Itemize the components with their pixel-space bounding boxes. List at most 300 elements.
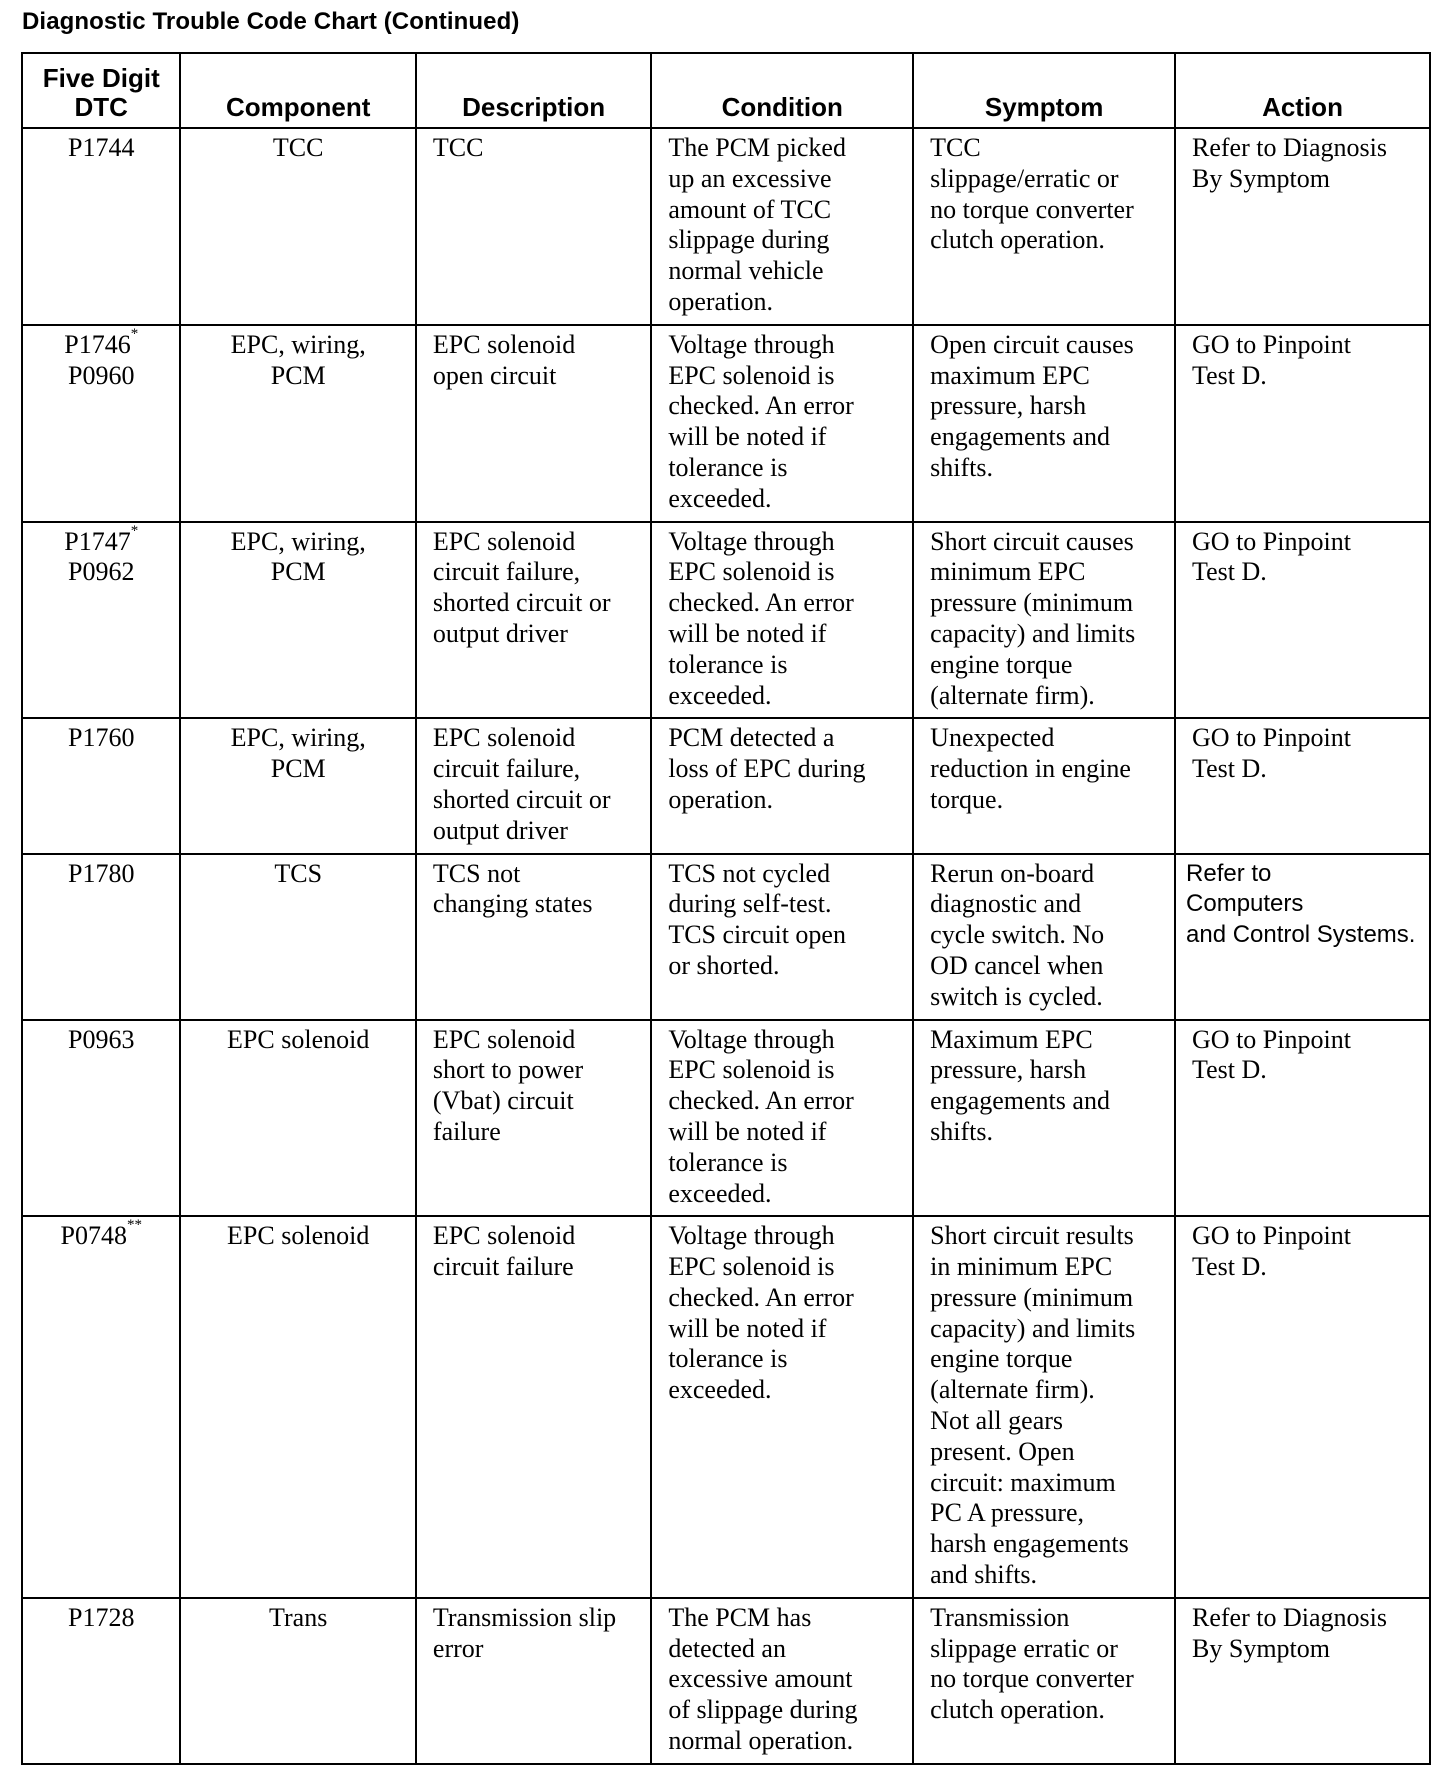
table-row (22, 1598, 1430, 1764)
condition-text-line (668, 1179, 902, 1210)
action-text-line (1192, 133, 1419, 164)
condition-text-line (668, 1695, 902, 1726)
description-text-line (433, 889, 640, 920)
action-text-line (1192, 754, 1419, 785)
condition-text-line (668, 557, 902, 588)
table-row (22, 325, 1430, 522)
cell-dtc (22, 854, 180, 1020)
dtc-text: P1747 (64, 526, 131, 556)
condition-text: or shorted. (668, 950, 780, 980)
symptom-text-line (930, 681, 1164, 712)
table-body (22, 128, 1430, 1764)
cell-description (416, 718, 651, 853)
condition-text: will be noted if (668, 1313, 827, 1343)
symptom-text: shifts. (930, 1116, 994, 1146)
description-text-line (433, 1252, 640, 1283)
cell-component (180, 1216, 415, 1598)
symptom-text-line (930, 225, 1164, 256)
symptom-text-line (930, 1529, 1164, 1560)
symptom-text: reduction in engine (930, 754, 1131, 784)
cell-symptom (913, 854, 1175, 1020)
condition-text-line (668, 422, 902, 453)
dtc-text-line (29, 325, 173, 361)
description-text: circuit failure, (432, 754, 581, 784)
cell-condition (651, 325, 913, 522)
condition-text-line (668, 527, 902, 558)
condition-text-line (668, 484, 902, 515)
description-text: (Vbat) circuit (432, 1086, 574, 1116)
condition-text-line (668, 650, 902, 681)
condition-text: of slippage during (668, 1695, 858, 1725)
condition-text-line (668, 889, 902, 920)
condition-text-line (668, 225, 902, 256)
cell-description (416, 522, 651, 719)
condition-text-line (668, 195, 902, 226)
component-text-line (187, 1603, 408, 1634)
header-condition: Condition (651, 53, 913, 128)
symptom-text: present. Open (930, 1436, 1075, 1466)
dtc-text: P1780 (68, 858, 135, 888)
cell-condition (651, 1020, 913, 1217)
footnote-mark: * (130, 522, 139, 539)
description-text: TCC (432, 133, 484, 162)
table-row (22, 522, 1430, 719)
symptom-text-line (930, 1695, 1164, 1726)
cell-symptom (913, 1598, 1175, 1764)
action-text-line (1186, 859, 1419, 890)
condition-text-line (668, 1252, 902, 1283)
symptom-text-line (930, 723, 1164, 754)
symptom-text: engagements and (930, 422, 1110, 452)
cell-description (416, 854, 651, 1020)
condition-text: EPC solenoid is (668, 1252, 835, 1282)
cell-condition (651, 1598, 913, 1764)
action-text-line (1192, 1634, 1419, 1665)
description-text-line (433, 557, 640, 588)
symptom-text: pressure, harsh (930, 391, 1087, 421)
action-text: Refer to Diagnosis (1192, 133, 1387, 162)
action-text-line (1192, 361, 1419, 392)
action-text-line (1192, 164, 1419, 195)
table-row (22, 1216, 1430, 1598)
dtc-text: P1760 (68, 723, 135, 753)
dtc-text: P0962 (68, 557, 135, 587)
cell-component (180, 1598, 415, 1764)
dtc-text: P0748 (60, 1221, 127, 1251)
symptom-text: maximum EPC (930, 360, 1090, 390)
action-text: and Control Systems. (1186, 921, 1416, 949)
condition-text-line (668, 951, 902, 982)
condition-text: PCM detected a (668, 723, 835, 753)
symptom-text: cycle switch. No (930, 920, 1105, 950)
condition-text: Voltage through (668, 526, 835, 556)
symptom-text: torque. (930, 784, 1004, 814)
condition-text-line (668, 330, 902, 361)
description-text: TCS not (432, 858, 521, 888)
condition-text: operation. (668, 286, 774, 316)
component-text: EPC, wiring, (230, 723, 366, 753)
dtc-chart-table (21, 52, 1431, 1765)
condition-text-line (668, 453, 902, 484)
symptom-text-line (930, 859, 1164, 890)
symptom-text: Open circuit causes (930, 329, 1134, 359)
symptom-text-line (930, 889, 1164, 920)
header-dtc (22, 53, 180, 128)
condition-text: amount of TCC (668, 194, 832, 224)
component-text: Trans (269, 1602, 328, 1632)
component-text: EPC, wiring, (230, 329, 366, 359)
cell-symptom (913, 128, 1175, 325)
description-text: error (432, 1633, 484, 1663)
condition-text-line (668, 1148, 902, 1179)
symptom-text-line (930, 785, 1164, 816)
symptom-text: Short circuit results (930, 1221, 1134, 1251)
cell-dtc (22, 1598, 180, 1764)
condition-text: during self-test. (668, 889, 832, 919)
condition-text: TCS circuit open (668, 920, 846, 950)
action-text-line (1186, 889, 1419, 920)
description-text: EPC solenoid (432, 1024, 576, 1054)
description-text: short to power (432, 1055, 584, 1085)
condition-text: loss of EPC during (668, 754, 866, 784)
symptom-text: Rerun on-board (930, 858, 1095, 888)
symptom-text-line (930, 1117, 1164, 1148)
description-text: open circuit (432, 360, 557, 390)
symptom-text: pressure (minimum (930, 588, 1134, 618)
dtc-text-line (29, 859, 173, 890)
dtc-text-line (29, 133, 173, 164)
header-symptom: Symptom (913, 53, 1175, 128)
dtc-text-line (29, 1217, 173, 1252)
cell-condition (651, 1216, 913, 1598)
cell-action (1175, 522, 1430, 719)
symptom-text: engine torque (930, 649, 1073, 679)
symptom-text: switch is cycled. (930, 981, 1103, 1011)
symptom-text: TCC (930, 133, 981, 162)
symptom-text: engine torque (930, 1344, 1073, 1374)
cell-action (1175, 1598, 1430, 1764)
cell-action (1175, 1020, 1430, 1217)
condition-text: exceeded. (668, 1178, 772, 1208)
symptom-text: shifts. (930, 452, 994, 482)
symptom-text-line (930, 1406, 1164, 1437)
symptom-text: in minimum EPC (930, 1252, 1113, 1282)
cell-description (416, 1020, 651, 1217)
symptom-text: clutch operation. (930, 1695, 1105, 1725)
symptom-text: Unexpected (930, 723, 1055, 753)
description-text-line (433, 133, 640, 164)
description-text: changing states (432, 889, 593, 919)
condition-text: checked. An error (668, 1086, 854, 1116)
condition-text: will be noted if (668, 1116, 827, 1146)
symptom-text: pressure (minimum (930, 1282, 1134, 1312)
description-text-line (433, 785, 640, 816)
component-text-line (187, 754, 408, 785)
symptom-text-line (930, 1634, 1164, 1665)
condition-text: EPC solenoid is (668, 1055, 835, 1085)
description-text-line (433, 1025, 640, 1056)
symptom-text-line (930, 527, 1164, 558)
component-text: PCM (270, 557, 326, 587)
condition-text: checked. An error (668, 391, 854, 421)
cell-description (416, 1216, 651, 1598)
cell-dtc (22, 522, 180, 719)
condition-text: tolerance is (668, 649, 788, 679)
symptom-text: Short circuit causes (930, 526, 1134, 556)
description-text: Transmission slip (432, 1602, 617, 1632)
condition-text-line (668, 1375, 902, 1406)
action-text-line (1192, 330, 1419, 361)
component-text: EPC solenoid (227, 1024, 370, 1054)
cell-component (180, 522, 415, 719)
component-text-line (187, 361, 408, 392)
symptom-text-line (930, 1375, 1164, 1406)
symptom-text-line (930, 1468, 1164, 1499)
symptom-text: circuit: maximum (930, 1467, 1116, 1497)
cell-description (416, 1598, 651, 1764)
condition-text: tolerance is (668, 452, 788, 482)
symptom-text-line (930, 1055, 1164, 1086)
header-row (22, 53, 1430, 128)
action-text-line (1192, 1603, 1419, 1634)
dtc-text-line (29, 1025, 173, 1056)
symptom-text: OD cancel when (930, 950, 1104, 980)
condition-text-line (668, 619, 902, 650)
symptom-text-line (930, 1221, 1164, 1252)
condition-text-line (668, 1726, 902, 1757)
description-text-line (433, 1055, 640, 1086)
cell-dtc (22, 128, 180, 325)
symptom-text: engagements and (930, 1086, 1110, 1116)
cell-component (180, 854, 415, 1020)
condition-text-line (668, 588, 902, 619)
condition-text-line (668, 1086, 902, 1117)
condition-text: checked. An error (668, 588, 854, 618)
symptom-text: capacity) and limits (930, 1313, 1136, 1343)
cell-symptom (913, 1216, 1175, 1598)
condition-text-line (668, 361, 902, 392)
condition-text: up an excessive (668, 163, 832, 193)
cell-dtc (22, 1020, 180, 1217)
action-text-line (1192, 527, 1419, 558)
symptom-text-line (930, 195, 1164, 226)
dtc-text-line (29, 723, 173, 754)
action-text: Test D. (1192, 1055, 1267, 1085)
cell-symptom (913, 1020, 1175, 1217)
cell-component (180, 1020, 415, 1217)
condition-text-line (668, 256, 902, 287)
action-text: Refer to Diagnosis (1192, 1602, 1387, 1632)
dtc-text-line (29, 522, 173, 558)
condition-text: detected an (668, 1633, 786, 1663)
condition-text-line (668, 681, 902, 712)
symptom-text-line (930, 1437, 1164, 1468)
table-row (22, 1020, 1430, 1217)
condition-text-line (668, 1221, 902, 1252)
symptom-text: no torque converter (930, 194, 1134, 224)
cell-dtc (22, 718, 180, 853)
symptom-text: no torque converter (930, 1664, 1134, 1694)
component-text-line (187, 1025, 408, 1056)
description-text: output driver (432, 815, 568, 845)
symptom-text-line (930, 1314, 1164, 1345)
dtc-text-line (29, 557, 173, 588)
header-dtc-line2: DTC (74, 92, 128, 122)
cell-dtc (22, 1216, 180, 1598)
cell-symptom (913, 325, 1175, 522)
condition-text: operation. (668, 784, 774, 814)
cell-symptom (913, 718, 1175, 853)
condition-text-line (668, 785, 902, 816)
description-text-line (433, 1634, 640, 1665)
condition-text: Voltage through (668, 1024, 835, 1054)
cell-component (180, 325, 415, 522)
page-title: Diagnostic Trouble Code Chart (Continued) (22, 8, 520, 35)
condition-text-line (668, 1314, 902, 1345)
component-text-line (187, 557, 408, 588)
dtc-text-line (29, 361, 173, 392)
component-text: EPC, wiring, (230, 526, 366, 556)
symptom-text: slippage erratic or (930, 1633, 1118, 1663)
condition-text: exceeded. (668, 483, 772, 513)
symptom-text-line (930, 982, 1164, 1013)
dtc-text: P1746 (64, 329, 131, 359)
cell-condition (651, 718, 913, 853)
condition-text: tolerance is (668, 1344, 788, 1374)
condition-text: EPC solenoid is (668, 360, 835, 390)
condition-text: exceeded. (668, 1375, 772, 1405)
description-text: output driver (432, 618, 568, 648)
component-text: TCC (272, 133, 324, 162)
cell-dtc (22, 325, 180, 522)
description-text: shorted circuit or (432, 588, 611, 618)
condition-text: normal vehicle (668, 256, 824, 286)
condition-text: will be noted if (668, 422, 827, 452)
condition-text: checked. An error (668, 1282, 854, 1312)
action-text: GO to Pinpoint (1192, 1024, 1351, 1054)
table-row (22, 718, 1430, 853)
symptom-text-line (930, 1252, 1164, 1283)
description-text-line (433, 527, 640, 558)
component-text-line (187, 330, 408, 361)
component-text-line (187, 133, 408, 164)
action-text: GO to Pinpoint (1192, 329, 1351, 359)
symptom-text-line (930, 951, 1164, 982)
condition-text-line (668, 164, 902, 195)
symptom-text-line (930, 1283, 1164, 1314)
component-text: PCM (270, 754, 326, 784)
dtc-text: P1744 (68, 133, 135, 162)
description-text: circuit failure, (432, 557, 581, 587)
cell-component (180, 718, 415, 853)
symptom-text: diagnostic and (930, 889, 1082, 919)
action-text: By Symptom (1192, 163, 1330, 193)
symptom-text: (alternate firm). (930, 680, 1095, 710)
description-text-line (433, 723, 640, 754)
description-text-line (433, 588, 640, 619)
component-text: EPC solenoid (227, 1221, 370, 1251)
description-text-line (433, 816, 640, 847)
action-text: Test D. (1192, 360, 1267, 390)
symptom-text: PC A pressure, (930, 1498, 1085, 1528)
dtc-text: P1728 (68, 1602, 135, 1632)
symptom-text-line (930, 650, 1164, 681)
cell-action (1175, 1216, 1430, 1598)
action-text: Test D. (1192, 754, 1267, 784)
condition-text: TCS not cycled (668, 858, 831, 888)
symptom-text: pressure, harsh (930, 1055, 1087, 1085)
dtc-text: P0960 (68, 360, 135, 390)
description-text-line (433, 1086, 640, 1117)
symptom-text-line (930, 330, 1164, 361)
symptom-text-line (930, 1086, 1164, 1117)
symptom-text: minimum EPC (930, 557, 1086, 587)
symptom-text: and shifts. (930, 1560, 1038, 1590)
condition-text-line (668, 1283, 902, 1314)
cell-description (416, 128, 651, 325)
component-text-line (187, 1221, 408, 1252)
cell-action (1175, 325, 1430, 522)
component-text: TCS (274, 858, 323, 888)
footnote-mark: * (130, 325, 139, 342)
description-text-line (433, 1117, 640, 1148)
condition-text-line (668, 754, 902, 785)
cell-action (1175, 854, 1430, 1020)
description-text-line (433, 361, 640, 392)
condition-text: Voltage through (668, 1221, 835, 1251)
action-text: Test D. (1192, 1252, 1267, 1282)
condition-text-line (668, 723, 902, 754)
symptom-text-line (930, 164, 1164, 195)
description-text: EPC solenoid (432, 723, 576, 753)
action-text-line (1192, 1025, 1419, 1056)
action-text: By Symptom (1192, 1633, 1330, 1663)
action-text: Refer to (1186, 859, 1272, 887)
description-text: shorted circuit or (432, 784, 611, 814)
cell-condition (651, 128, 913, 325)
condition-text: Voltage through (668, 329, 835, 359)
description-text-line (433, 619, 640, 650)
symptom-text-line (930, 619, 1164, 650)
condition-text: normal operation. (668, 1726, 854, 1756)
action-text: GO to Pinpoint (1192, 526, 1351, 556)
header-dtc-line1: Five Digit (42, 63, 160, 93)
description-text: failure (432, 1116, 501, 1146)
action-text: GO to Pinpoint (1192, 1221, 1351, 1251)
condition-text-line (668, 859, 902, 890)
description-text: circuit failure (432, 1252, 574, 1282)
cell-action (1175, 718, 1430, 853)
table-row (22, 128, 1430, 325)
description-text-line (433, 754, 640, 785)
condition-text: will be noted if (668, 618, 827, 648)
condition-text: tolerance is (668, 1147, 788, 1177)
condition-text-line (668, 287, 902, 318)
cell-symptom (913, 522, 1175, 719)
action-text-line (1192, 723, 1419, 754)
symptom-text: Transmission (930, 1602, 1070, 1632)
condition-text: The PCM has (668, 1602, 812, 1632)
condition-text-line (668, 1634, 902, 1665)
symptom-text: Maximum EPC (930, 1024, 1093, 1054)
symptom-text: slippage/erratic or (930, 163, 1119, 193)
symptom-text-line (930, 557, 1164, 588)
symptom-text-line (930, 1344, 1164, 1375)
symptom-text-line (930, 754, 1164, 785)
symptom-text-line (930, 1664, 1164, 1695)
component-text-line (187, 859, 408, 890)
symptom-text-line (930, 588, 1164, 619)
